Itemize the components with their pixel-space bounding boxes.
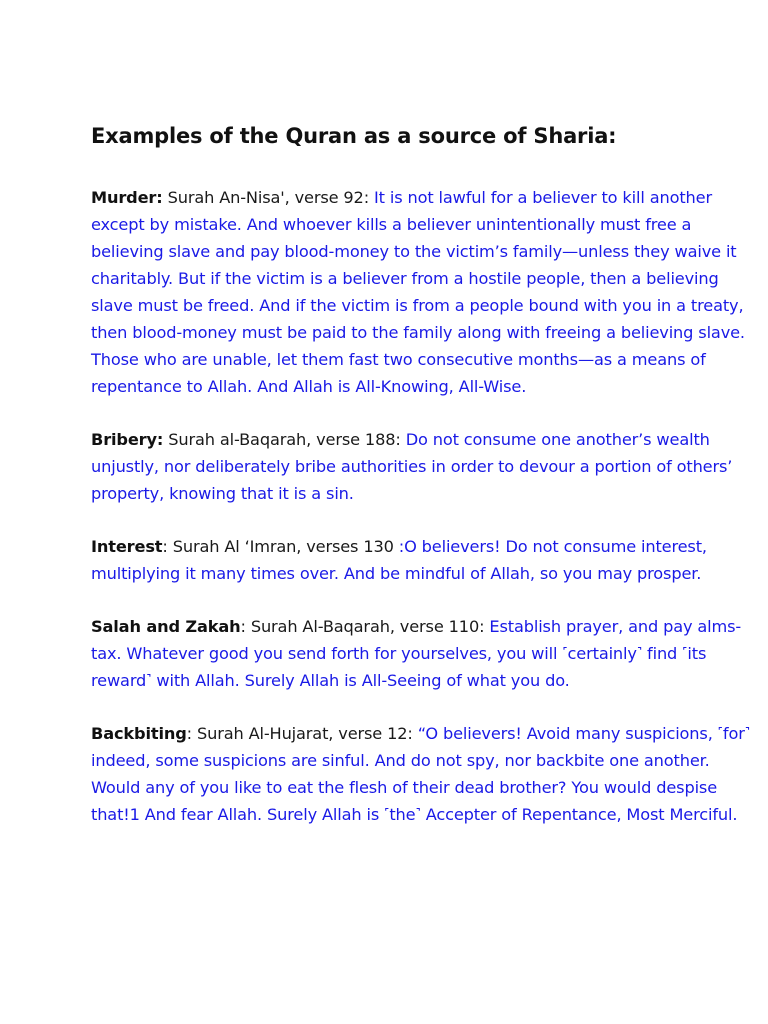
- entry-quote: Establish prayer, and pay alms-tax. Whatever good you send forth for yourselves, you will ˹certainly˺ find ˹its reward˺ with Allah. Surely Allah is All-Seeing of what you do.: [91, 617, 742, 690]
- entry-quote: It is not lawful for a believer to kill another except by mistake. And whoever kills a believer unintentionally must free a believing slave and pay blood-money to the victim’s family—unless they waive it charitably. But if the victim is a believer from a hostile people, then a believing slave must be freed. And if the victim is from a people bound with you in a treaty, then blood-money must be paid to the family along with freeing a believing slave. Those who are unable, let them fast two consecutive months—as a means of repentance to Allah. And Allah is All-Knowing, All-Wise.: [91, 188, 745, 396]
- entry-term: Murder:: [91, 188, 163, 207]
- document-page: [91, 118, 763, 854]
- entry-separator: :: [479, 617, 490, 636]
- entry-separator: :: [363, 188, 375, 207]
- entry-reference: Surah An-Nisa', verse 92: [162, 188, 364, 207]
- page-title: Examples of the Quran as a source of Sharia:: [91, 124, 617, 148]
- entry-separator: :: [398, 537, 405, 556]
- entry-separator: :: [395, 430, 406, 449]
- entry-quote: O believers! Do not consume interest, multiplying it many times over. And be mindful of Allah, so you may prosper.: [91, 537, 707, 583]
- entry-list: [91, 184, 763, 828]
- entry-quote: Do not consume one another’s wealth unjustly, nor deliberately bribe authorities in order to devour a portion of others’ property, knowing that it is a sin.: [91, 430, 733, 503]
- entry-interest: [91, 533, 763, 587]
- entry-reference: : Surah Al-Hujarat, verse 12: [186, 724, 408, 743]
- entry-backbiting: [91, 720, 763, 828]
- entry-separator: :: [407, 724, 418, 743]
- entry-murder: [91, 184, 763, 400]
- entry-salah-zakah: [91, 613, 763, 694]
- entry-term: Backbiting: [91, 724, 187, 743]
- entry-reference: : Surah Al-Baqarah, verse 110: [240, 617, 480, 636]
- entry-term: Salah and Zakah: [91, 617, 241, 636]
- entry-reference: Surah al-Baqarah, verse 188: [163, 430, 396, 449]
- entry-term: Bribery:: [91, 430, 164, 449]
- entry-term: Interest: [91, 537, 163, 556]
- entry-quote: “O believers! Avoid many suspicions, ˹for˺ indeed, some suspicions are sinful. And do not spy, nor backbite one another. Would any of you like to eat the flesh of their dead brother? You would despise that!1 And fear Allah. Surely Allah is ˹the˺ Accepter of Repentance, Most Merciful.: [91, 724, 750, 824]
- entry-bribery: [91, 426, 763, 507]
- entry-reference: : Surah Al ‘Imran, verses 130: [162, 537, 399, 556]
